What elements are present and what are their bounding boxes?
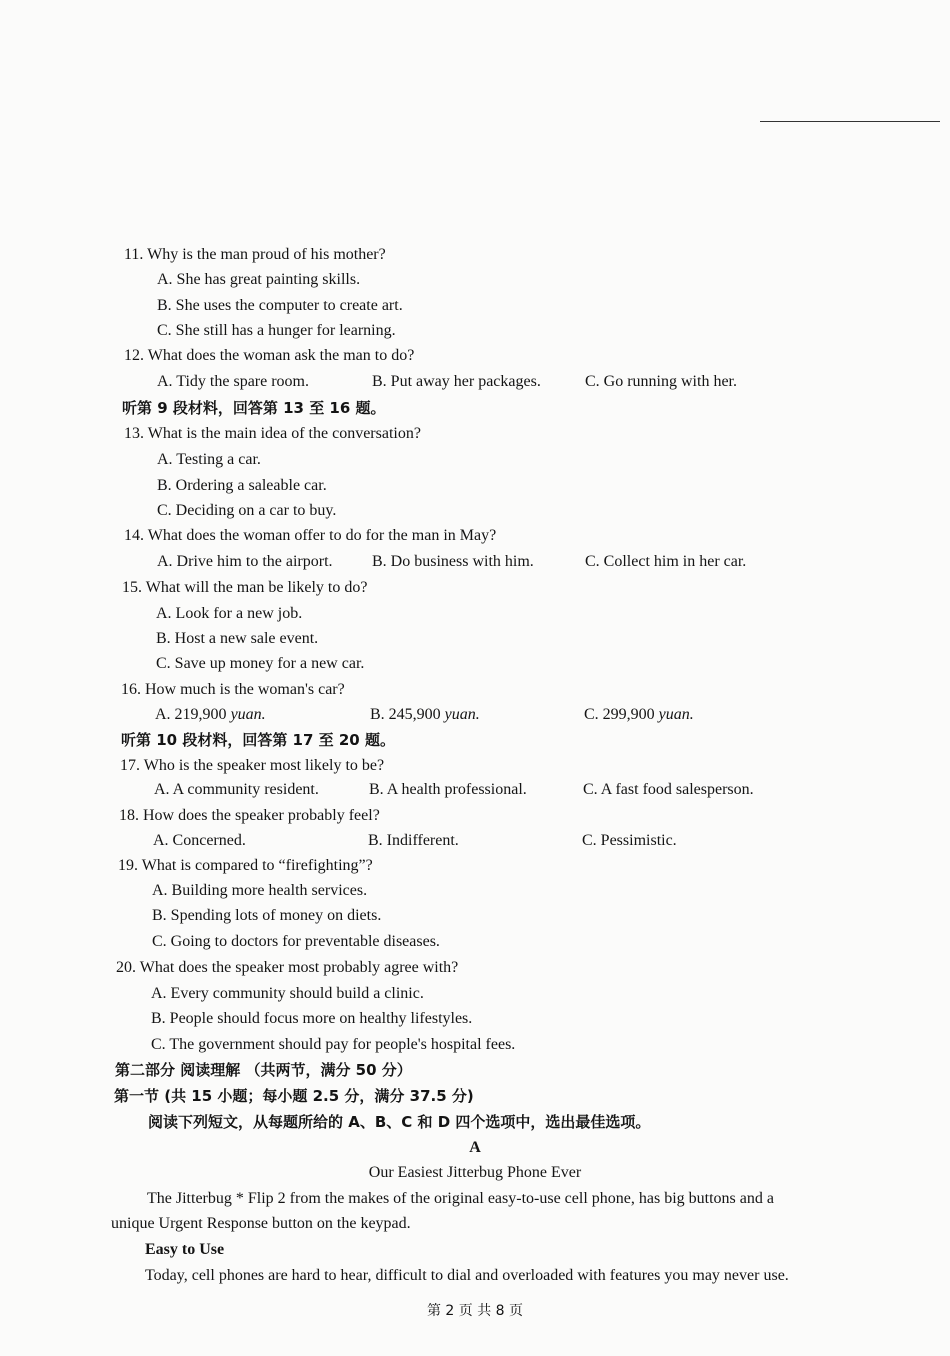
question-13-option-b: B. Ordering a saleable car. (157, 477, 327, 494)
passage-paragraph-1-line-1: The Jitterbug * Flip 2 from the makes of the original easy-to-use cell phone, has big buttons and a (147, 1190, 774, 1207)
question-18-option-b: B. Indifferent. (368, 832, 459, 849)
question-16-option-c (584, 705, 694, 725)
question-16-option-b (370, 705, 480, 725)
question-12-option-b: B. Put away her packages. (372, 373, 541, 390)
question-20-option-b: B. People should focus more on healthy lifestyles. (151, 1010, 473, 1027)
question-12-stem: 12. What does the woman ask the man to do? (124, 347, 415, 364)
question-18-option-a: A. Concerned. (153, 832, 246, 849)
part2-title: 第二部分 阅读理解 （共两节，满分 50 分） (115, 1061, 412, 1079)
question-15-stem: 15. What will the man be likely to do? (122, 579, 368, 596)
question-16-option-a (155, 705, 266, 725)
question-13-stem: 13. What is the main idea of the conversation? (124, 425, 421, 442)
part2-section1: 第一节 (共 15 小题；每小题 2.5 分，满分 37.5 分) (114, 1087, 474, 1105)
currency-unit: yuan. (658, 706, 694, 723)
question-20-option-c: C. The government should pay for people's hospital fees. (151, 1036, 516, 1053)
question-17-option-b: B. A health professional. (369, 781, 527, 798)
question-14-stem: 14. What does the woman offer to do for the man in May? (124, 527, 497, 544)
question-19-option-b: B. Spending lots of money on diets. (152, 907, 382, 924)
question-19-option-a: A. Building more health services. (152, 882, 368, 899)
passage-title: Our Easiest Jitterbug Phone Ever (368, 1164, 582, 1181)
currency-unit: yuan. (230, 706, 266, 723)
question-11-option-a: A. She has great painting skills. (157, 271, 361, 288)
question-17-stem: 17. Who is the speaker most likely to be? (120, 757, 385, 774)
question-15-option-c: C. Save up money for a new car. (156, 655, 365, 672)
page-footer: 第 2 页 共 8 页 (426, 1303, 524, 1319)
question-12-option-c: C. Go running with her. (585, 373, 737, 390)
question-15-option-a: A. Look for a new job. (156, 605, 303, 622)
question-20-option-a: A. Every community should build a clinic. (151, 985, 424, 1002)
passage-letter: A (469, 1139, 481, 1156)
question-11-stem: 11. Why is the man proud of his mother? (124, 246, 386, 263)
question-19-stem: 19. What is compared to “firefighting”? (118, 857, 373, 874)
question-14-option-a: A. Drive him to the airport. (157, 553, 333, 570)
question-15-option-b: B. Host a new sale event. (156, 630, 319, 647)
question-17-option-c: C. A fast food salesperson. (583, 781, 754, 798)
question-18-stem: 18. How does the speaker probably feel? (119, 807, 380, 824)
part2-direction: 阅读下列短文，从每题所给的 A、B、C 和 D 四个选项中，选出最佳选项。 (148, 1113, 651, 1131)
instruction-segment-9: 听第 9 段材料，回答第 13 至 16 题。 (122, 399, 386, 417)
question-11-option-b: B. She uses the computer to create art. (157, 297, 403, 314)
question-18-option-c: C. Pessimistic. (582, 832, 677, 849)
passage-heading-easy-to-use: Easy to Use (145, 1241, 225, 1258)
question-17-option-a: A. A community resident. (154, 781, 319, 798)
currency-unit: yuan. (444, 706, 480, 723)
question-14-option-c: C. Collect him in her car. (585, 553, 747, 570)
question-14-option-b: B. Do business with him. (372, 553, 534, 570)
question-16-option-c-amount: C. 299,900 (584, 706, 655, 723)
instruction-segment-10: 听第 10 段材料，回答第 17 至 20 题。 (121, 731, 395, 749)
question-16-option-a-amount: A. 219,900 (155, 706, 227, 723)
question-20-stem: 20. What does the speaker most probably agree with? (116, 959, 459, 976)
passage-paragraph-2-line-1: Today, cell phones are hard to hear, difficult to dial and overloaded with features you may never use. (145, 1267, 789, 1284)
question-13-option-c: C. Deciding on a car to buy. (157, 502, 337, 519)
question-16-stem: 16. How much is the woman's car? (121, 681, 345, 698)
question-11-option-c: C. She still has a hunger for learning. (157, 322, 396, 339)
question-12-option-a: A. Tidy the spare room. (157, 373, 309, 390)
question-13-option-a: A. Testing a car. (157, 451, 261, 468)
passage-paragraph-1-line-2: unique Urgent Response button on the keypad. (111, 1215, 411, 1232)
header-rule (760, 121, 940, 122)
question-19-option-c: C. Going to doctors for preventable diseases. (152, 933, 440, 950)
question-16-option-b-amount: B. 245,900 (370, 706, 441, 723)
